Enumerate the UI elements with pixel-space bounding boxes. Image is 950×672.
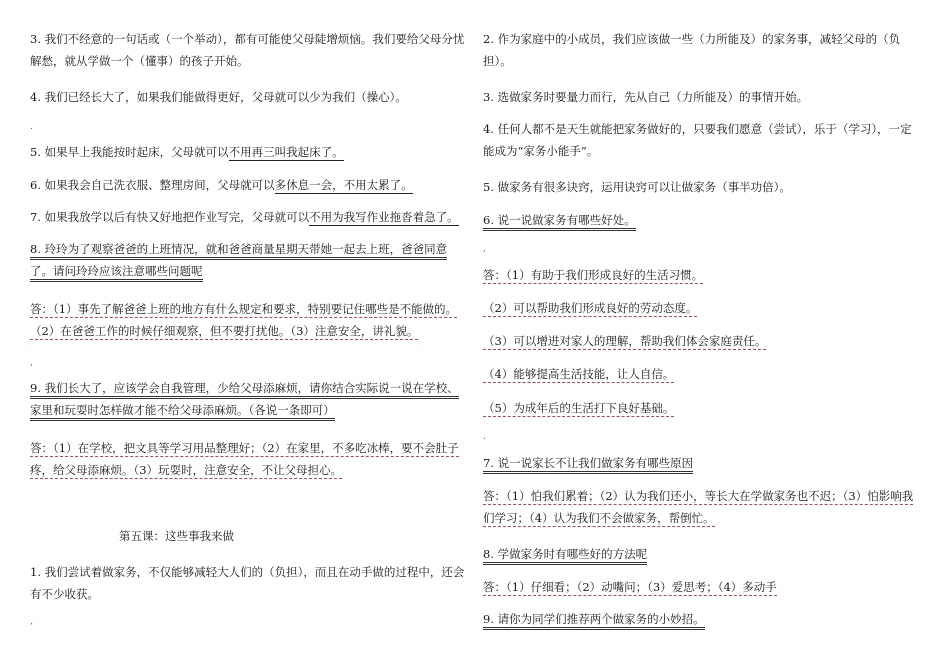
lesson5-question-1-text: 1. 我们尝试着做家务，不仅能够减轻大人们的（负担），而且在动手做的过程中，还会有不少收获。	[30, 565, 465, 601]
question-7	[30, 206, 470, 228]
question-3-text: 3. 我们不经意的一句话或（一个举动），都有可能使父母陡增烦恼。我们要给父母分忧解愁，就从学做一个（懂事）的孩子开始。	[30, 32, 465, 68]
r-question-9	[483, 608, 923, 630]
r-question-6	[483, 209, 923, 231]
answer-9-text: 答：（1）在学校，把文具等学习用品整理好；（2）在家里，不多吃冰棒，要不会肚子疼，给父母添麻烦。（3）玩耍时，注意安全，不让父母担心。	[30, 441, 459, 477]
lesson-title: 第五课：这些事我来做	[119, 529, 234, 543]
question-9-text: 9. 我们长大了，应该学会自我管理，少给父母添麻烦，请你结合实际说一说在学校、家里和玩耍时怎样做才能不给父母添麻烦。（各说一条即可）	[30, 381, 459, 421]
paragraph-mark: ‘	[30, 622, 33, 632]
r-answer-6-1	[483, 264, 923, 286]
r-question-4-text: 4. 任何人都不是天生就能把家务做好的，只要我们愿意（尝试），乐于（学习），一定能成为“家务小能手”。	[483, 122, 912, 158]
question-5	[30, 141, 470, 163]
question-6-stem: 6. 如果我会自己洗衣服、整理房间，父母就可以	[30, 178, 275, 192]
question-3	[30, 28, 470, 72]
r-question-3-text: 3. 选做家务时要量力而行，先从自己（力所能及）的事情开始。	[483, 90, 809, 104]
r-answer-6-4-text: （4）能够提高生活技能，让人自信。	[483, 367, 675, 381]
r-question-4	[483, 118, 923, 162]
r-answer-6-2-text: （2）可以帮助我们形成良好的劳动态度。	[483, 301, 698, 315]
r-question-7	[483, 452, 923, 474]
r-question-5-text: 5. 做家务有很多诀窍，运用诀窍可以让做家务（事半功倍）。	[483, 180, 791, 194]
question-7-answer: 不用为我写作业拖沓着急了。	[309, 210, 459, 224]
question-4-text: 4. 我们已经长大了，如果我们能做得更好，父母就可以少为我们（操心）。	[30, 90, 407, 104]
question-5-answer: 不用再三叫我起床了。	[228, 145, 344, 159]
r-answer-6-1-text: 答：（1）有助于我们形成良好的生活习惯。	[483, 268, 704, 282]
r-question-5	[483, 176, 923, 198]
question-8-text: 8. 玲玲为了观察爸爸的上班情况，就和爸爸商量星期天带她一起去上班，爸爸同意了。请问玲玲应该注意哪些问题呢	[30, 242, 447, 282]
r-answer-6-3	[483, 330, 923, 352]
r-answer-8-text: 答：（1）仔细看；（2）动嘴问；（3）爱思考；（4）多动手	[483, 580, 777, 594]
question-6	[30, 174, 470, 196]
answer-8-text: 答：（1）事先了解爸爸上班的地方有什么规定和要求，特别要记住哪些是不能做的。（2）在爸爸工作的时候仔细观察，但不要打扰他。（3）注意安全，讲礼貌。	[30, 302, 458, 338]
r-answer-6-2	[483, 297, 923, 319]
paragraph-mark: ,	[483, 244, 486, 254]
question-8	[30, 238, 470, 282]
r-question-2-text: 2. 作为家庭中的小成员，我们应该做一些（力所能及）的家务事，减轻父母的（负担）。	[483, 32, 901, 68]
paragraph-mark: .	[30, 122, 33, 132]
r-answer-6-4	[483, 363, 923, 385]
question-9	[30, 377, 470, 421]
r-answer-7	[483, 485, 923, 529]
r-question-9-text: 9. 请你为同学们推荐两个做家务的小妙招。	[483, 612, 705, 630]
r-question-2	[483, 28, 923, 72]
r-answer-7-text: 答：（1）怕我们累着；（2）认为我们还小，等长大在学做家务也不迟；（3）怕影响我们学习；（4）认为我们不会做家务，帮倒忙。	[483, 489, 914, 525]
r-question-3	[483, 86, 923, 108]
r-answer-8	[483, 576, 923, 598]
answer-8	[30, 298, 470, 342]
r-question-8-text: 8. 学做家务时有哪些好的方法呢	[483, 547, 647, 565]
r-question-6-text: 6. 说一说做家务有哪些好处。	[483, 213, 636, 231]
question-4	[30, 86, 470, 108]
answer-9	[30, 437, 470, 481]
r-answer-6-5-text: （5）为成年后的生活打下良好基础。	[483, 401, 675, 415]
r-answer-6-3-text: （3）可以增进对家人的理解，帮助我们体会家庭责任。	[483, 334, 767, 348]
question-6-answer: 多休息一会，不用太累了。	[274, 178, 413, 192]
r-question-8	[483, 543, 923, 565]
paragraph-mark: .	[483, 432, 486, 442]
question-5-stem: 5. 如果早上我能按时起床，父母就可以	[30, 145, 229, 159]
lesson5-question-1	[30, 561, 470, 605]
question-7-stem: 7. 如果我放学以后有快又好地把作业写完，父母就可以	[30, 210, 310, 224]
paragraph-mark: ,	[30, 358, 33, 368]
r-question-7-text: 7. 说一说家长不让我们做家务有哪些原因	[483, 456, 693, 474]
r-answer-6-5	[483, 397, 923, 419]
